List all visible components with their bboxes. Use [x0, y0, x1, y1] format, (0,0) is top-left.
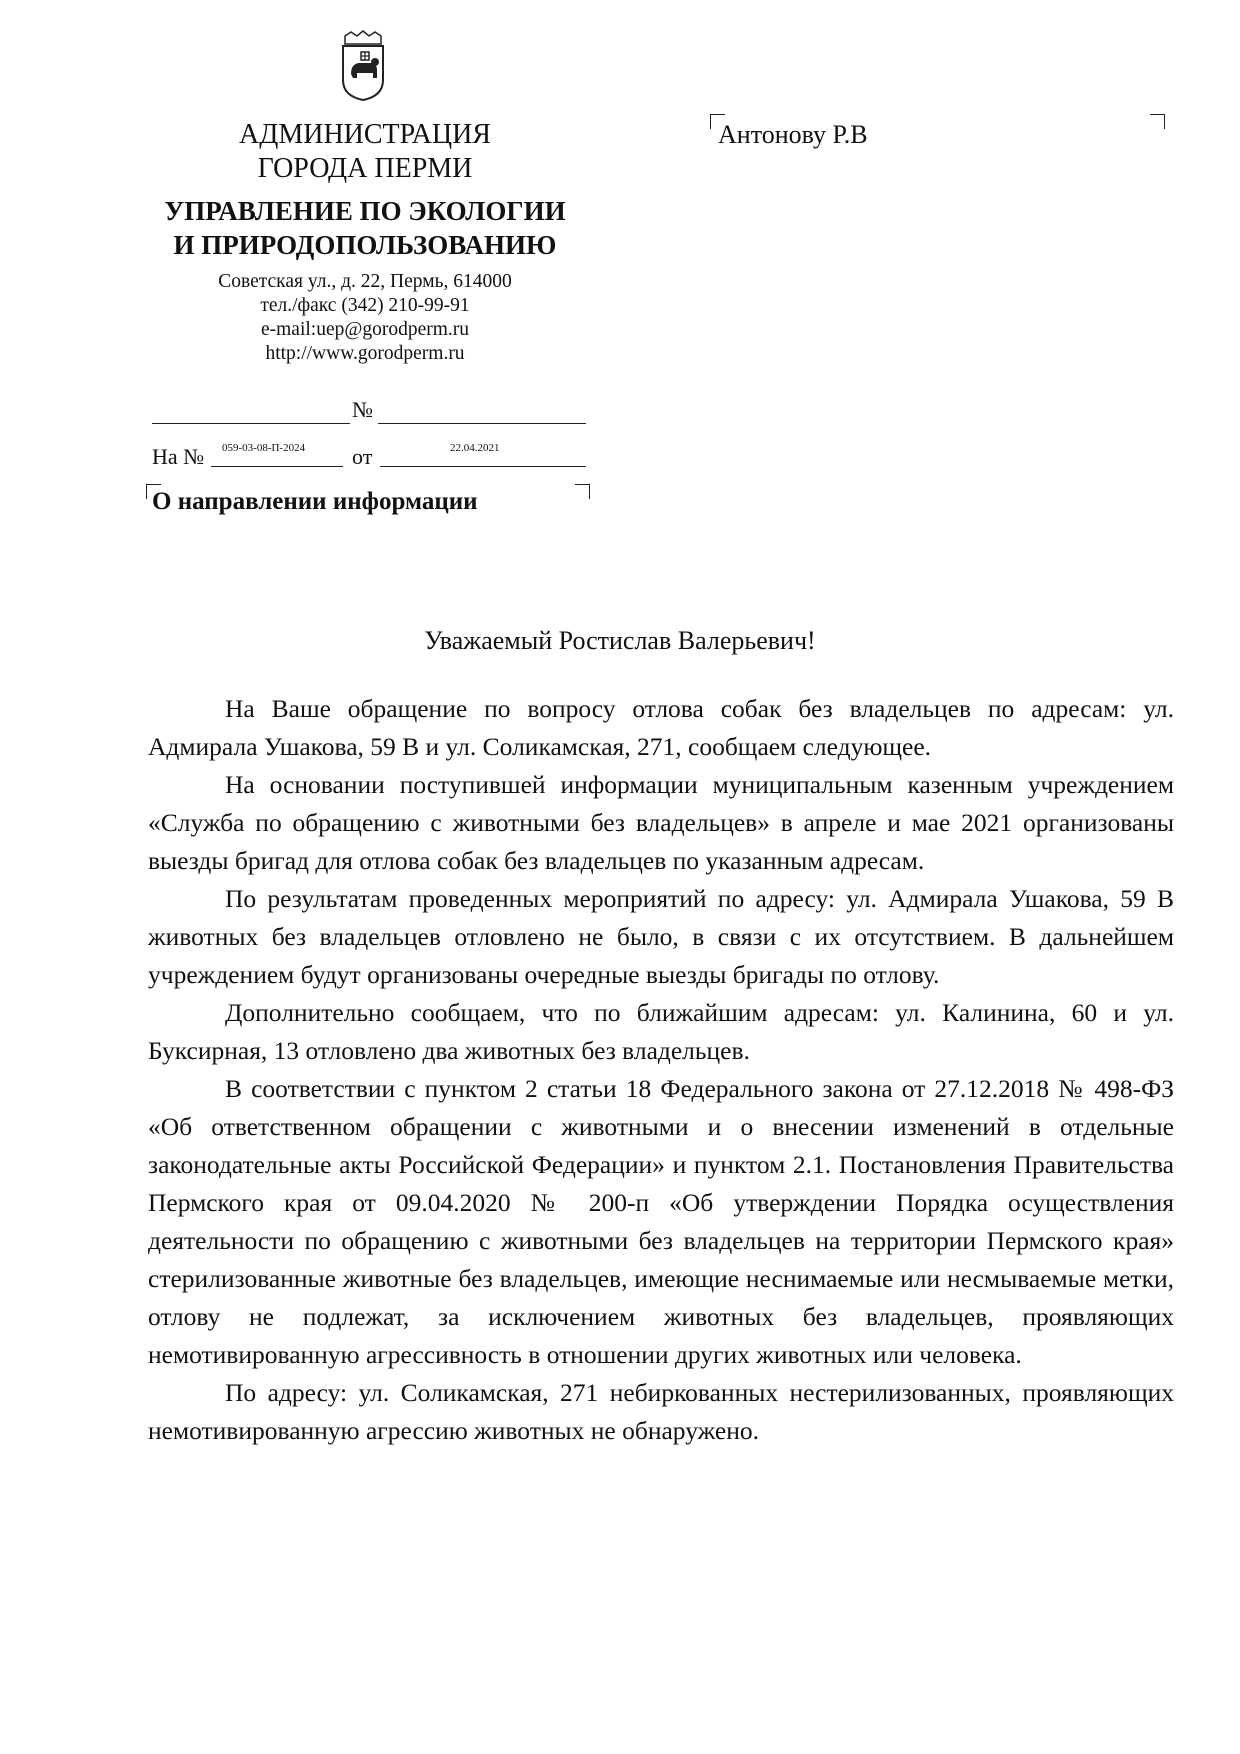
perm-coat-of-arms-emblem [337, 30, 389, 102]
body-paragraph: На основании поступившей информации муниципальным казенным учреждением «Служба по обращению с животными без владельцев» в апреле и мае 2021 организованы выезды бригад для отлова собак без владельцев по указанным адресам. [148, 770, 1174, 875]
body-paragraph: По адресу: ул. Соликамская, 271 небиркованных нестерилизованных, проявляющих немотивированную агрессию животных не обнаружено. [148, 1378, 1174, 1445]
subject-corner-right [575, 484, 590, 499]
reference-date: 22.04.2021 [450, 442, 500, 454]
contact-block [130, 270, 600, 366]
reference-number: 059-03-08-П-2024 [222, 442, 306, 454]
body-paragraph: На Ваше обращение по вопросу отлова собак без владельцев по адресам: ул. Адмирала Ушакова, 59 В и ул. Соликамская, 271, сообщаем следующее. [148, 694, 1174, 761]
department-name [130, 194, 600, 262]
admin-line-1: АДМИНИСТРАЦИЯ [239, 119, 491, 150]
letter-body [148, 690, 1174, 1450]
outgoing-number-sign: № [352, 397, 373, 422]
body-paragraph: По результатам проведенных мероприятий по адресу: ул. Адмирала Ушакова, 59 В животных без владельцев отловлено не было, в связи с их отсутствием. В дальнейшем учреждением будут организованы очередные выезды бригады по отлову. [148, 884, 1174, 989]
letter-greeting: Уважаемый Ростислав Валерьевич! [424, 626, 816, 655]
email-line: e-mail:uep@gorodperm.ru [260, 319, 470, 340]
reference-from-word: от [352, 444, 373, 469]
reference-number-line [211, 466, 343, 467]
addressee-corner-right [1150, 114, 1165, 129]
address-line: Советская ул., д. 22, Пермь, 614000 [218, 271, 512, 292]
reference-prefix: На № [152, 444, 205, 469]
phone-line: тел./факс (342) 210-99-91 [260, 295, 470, 316]
dept-line-2: И ПРИРОДОПОЛЬЗОВАНИЮ [173, 230, 557, 260]
reference-date-line [380, 466, 586, 467]
outgoing-date-line [152, 423, 350, 424]
addressee-name: Антонову Р.В [718, 120, 868, 149]
body-paragraph: Дополнительно сообщаем, что по ближайшим адресам: ул. Калинина, 60 и ул. Буксирная, 13 отловлено два животных без владельцев. [148, 998, 1174, 1065]
letter-subject: О направлении информации [152, 488, 478, 515]
website-line: http://www.gorodperm.ru [265, 343, 465, 364]
body-paragraph: В соответствии с пунктом 2 статьи 18 Федерального закона от 27.12.2018 № 498-ФЗ «Об ответственном обращении с животными и о внесении изменений в отдельные законодательные акты Российской Федерации» и пунктом 2.1. Постановления Правительства Пермского края от 09.04.2020 № 200-п «Об утверждении Порядка осуществления деятельности по обращению с животными без владельцев на территории Пермского края» стерилизованные животные без владельцев, имеющие неснимаемые или несмываемые метки, отлову не подлежат, за исключением животных без владельцев, проявляющих немотивированную агрессивность в отношении других животных или человека. [148, 1074, 1174, 1369]
admin-line-2: ГОРОДА ПЕРМИ [257, 153, 473, 184]
dept-line-1: УПРАВЛЕНИЕ ПО ЭКОЛОГИИ [164, 196, 566, 226]
outgoing-number-line [378, 423, 586, 424]
organization-name [130, 118, 600, 186]
